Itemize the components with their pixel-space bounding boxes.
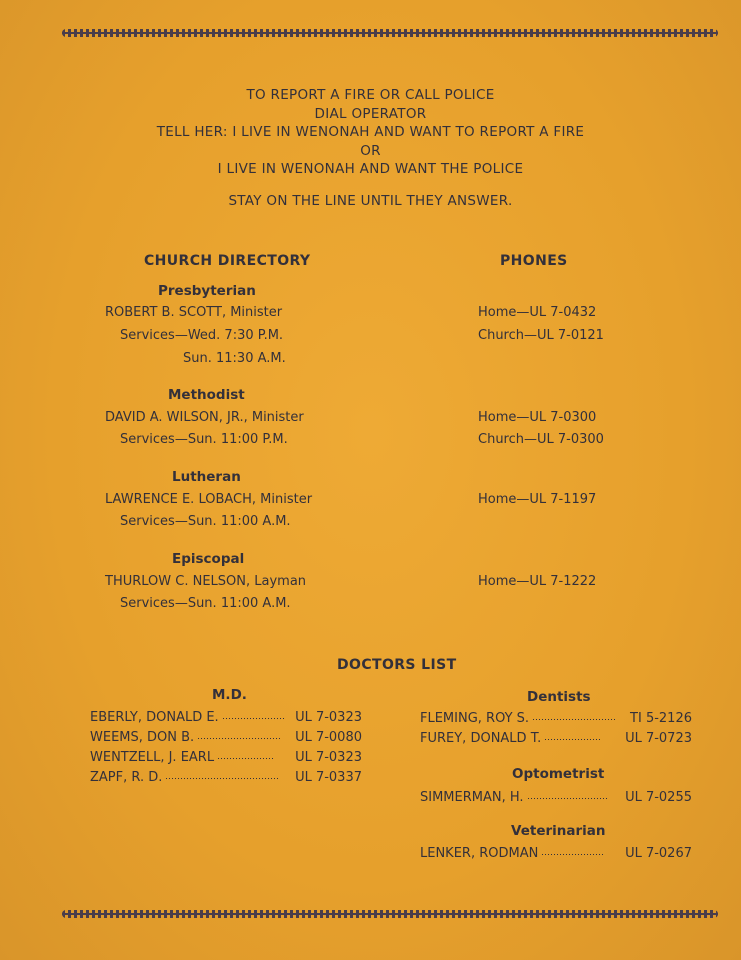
dentist-entry xyxy=(420,711,692,726)
church-name-lutheran: Lutheran xyxy=(172,469,241,485)
leader-dots xyxy=(223,718,285,719)
optometrist-phone: UL 7-0255 xyxy=(625,790,692,805)
leader-dots xyxy=(166,778,278,779)
church-services: Services—Wed. 7:30 P.M. xyxy=(120,328,284,343)
church-services: Services—Sun. 11:00 A.M. xyxy=(120,596,291,611)
leader-dots xyxy=(545,739,601,740)
optometrist-entry xyxy=(420,790,692,805)
optometrist-heading: Optometrist xyxy=(512,766,605,782)
doctor-name: ZAPF, R. D. xyxy=(90,770,163,785)
phones-heading: PHONES xyxy=(500,253,568,269)
church-phone-church: Church—UL 7-0121 xyxy=(478,328,604,343)
church-phone-home: Home—UL 7-0300 xyxy=(478,410,597,425)
doctor-phone: UL 7-0080 xyxy=(295,730,362,745)
leader-dots xyxy=(198,738,281,739)
church-name-methodist: Methodist xyxy=(168,387,245,403)
doctor-name: EBERLY, DONALD E. xyxy=(90,710,219,725)
md-heading: M.D. xyxy=(212,687,247,703)
church-phone-home: Home—UL 7-1222 xyxy=(478,574,597,589)
church-minister: THURLOW C. NELSON, Layman xyxy=(105,574,307,589)
emergency-line-4: OR xyxy=(360,143,381,159)
dentist-phone: TI 5-2126 xyxy=(630,711,692,726)
church-name-presbyterian: Presbyterian xyxy=(158,283,256,299)
veterinarian-heading: Veterinarian xyxy=(511,823,606,839)
md-entry xyxy=(90,710,362,725)
emergency-line-2: DIAL OPERATOR xyxy=(314,106,427,122)
church-minister: LAWRENCE E. LOBACH, Minister xyxy=(105,492,313,507)
church-phone-home: Home—UL 7-0432 xyxy=(478,305,597,320)
leader-dots xyxy=(528,798,608,799)
emergency-line-5: I LIVE IN WENONAH AND WANT THE POLICE xyxy=(217,161,524,177)
leader-dots xyxy=(218,758,274,759)
church-services: Services—Sun. 11:00 A.M. xyxy=(120,514,291,529)
leader-dots xyxy=(542,854,604,855)
veterinarian-entry xyxy=(420,846,692,861)
bottom-decorative-border xyxy=(62,910,718,918)
md-entry xyxy=(90,750,362,765)
md-entry xyxy=(90,730,362,745)
emergency-line-6: STAY ON THE LINE UNTIL THEY ANSWER. xyxy=(228,193,513,209)
leader-dots xyxy=(533,719,617,720)
church-services: Services—Sun. 11:00 P.M. xyxy=(120,432,288,447)
doctor-name: WEEMS, DON B. xyxy=(90,730,195,745)
dentist-name: FUREY, DONALD T. xyxy=(420,731,542,746)
doctors-list-heading: DOCTORS LIST xyxy=(337,657,457,673)
church-minister: ROBERT B. SCOTT, Minister xyxy=(105,305,283,320)
veterinarian-name: LENKER, RODMAN xyxy=(420,846,539,861)
md-entry xyxy=(90,770,362,785)
church-phone-home: Home—UL 7-1197 xyxy=(478,492,597,507)
doctor-name: WENTZELL, J. EARL xyxy=(90,750,215,765)
doctor-phone: UL 7-0323 xyxy=(295,710,362,725)
church-directory-heading: CHURCH DIRECTORY xyxy=(144,253,311,269)
church-phone-church: Church—UL 7-0300 xyxy=(478,432,604,447)
dentists-heading: Dentists xyxy=(527,689,591,705)
veterinarian-phone: UL 7-0267 xyxy=(625,846,692,861)
optometrist-name: SIMMERMAN, H. xyxy=(420,790,524,805)
doctor-phone: UL 7-0337 xyxy=(295,770,362,785)
church-name-episcopal: Episcopal xyxy=(172,551,245,567)
top-decorative-border xyxy=(62,29,718,37)
dentist-phone: UL 7-0723 xyxy=(625,731,692,746)
emergency-line-3: TELL HER: I LIVE IN WENONAH AND WANT TO REPORT A FIRE xyxy=(156,124,585,140)
church-services-2: Sun. 11:30 A.M. xyxy=(183,351,286,366)
dentist-name: FLEMING, ROY S. xyxy=(420,711,530,726)
dentist-entry xyxy=(420,731,692,746)
emergency-line-1: TO REPORT A FIRE OR CALL POLICE xyxy=(246,87,495,103)
church-minister: DAVID A. WILSON, JR., Minister xyxy=(105,410,304,425)
doctor-phone: UL 7-0323 xyxy=(295,750,362,765)
